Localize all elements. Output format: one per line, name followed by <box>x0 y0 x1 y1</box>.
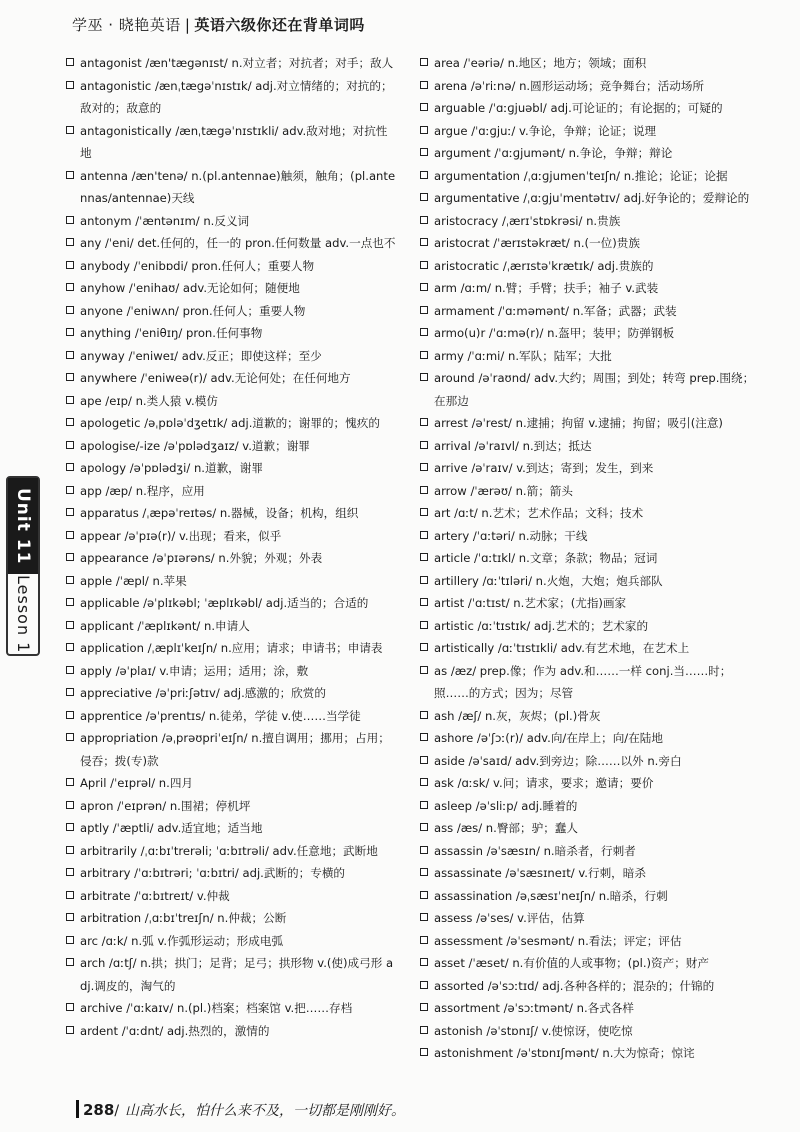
vocab-entry-text: apologise/-ize /əˈpɒlədʒaɪz/ v.道歉；谢罪 <box>80 438 310 453</box>
vocab-entry <box>420 862 765 885</box>
vocab-entry-text: argue /ˈɑːɡjuː/ v.争论，争辩；论证；说理 <box>434 123 657 138</box>
vocab-entry-text: argument /ˈɑːɡjumənt/ n.争论，争辩；辩论 <box>434 146 673 160</box>
checkbox-icon[interactable] <box>420 1003 428 1011</box>
vocab-entry <box>420 592 765 615</box>
checkbox-icon[interactable] <box>66 373 74 381</box>
vocab-entry-text: arrest /əˈrest/ n.逮捕；拘留 v.逮捕；拘留；吸引(注意) <box>434 416 723 430</box>
vocab-entry-text: armament /ˈɑːməmənt/ n.军备；武器；武装 <box>434 303 677 318</box>
vocab-entry-text: app /æp/ n.程序，应用 <box>80 483 205 498</box>
checkbox-icon[interactable] <box>420 193 428 201</box>
vocab-entry <box>66 817 396 840</box>
vocab-entry-text: assorted /əˈsɔːtɪd/ adj.各种各样的；混杂的；什锦的 <box>434 978 715 993</box>
vocab-entry-text: apple /ˈæpl/ n.苹果 <box>80 573 187 588</box>
checkbox-icon[interactable] <box>420 621 428 629</box>
checkbox-icon[interactable] <box>420 778 428 786</box>
vocab-entry <box>66 322 396 345</box>
vocab-entry-text: arbitrate /ˈɑːbɪtreɪt/ v.仲裁 <box>80 888 230 903</box>
checkbox-icon[interactable] <box>66 351 74 359</box>
checkbox-icon[interactable] <box>66 441 74 449</box>
vocab-entry <box>66 547 396 570</box>
checkbox-icon[interactable] <box>420 283 428 291</box>
vocab-entry-text: anywhere /ˈeniweə(r)/ adv.无论何处；在任何地方 <box>80 371 351 385</box>
vocab-entry <box>420 97 765 120</box>
checkbox-icon[interactable] <box>420 553 428 561</box>
vocab-entry-text: April /ˈeɪprəl/ n.四月 <box>80 776 194 790</box>
vocab-entry <box>420 435 765 458</box>
vocab-entry-text: assess /əˈses/ v.评估，估算 <box>434 911 585 925</box>
vocab-entry <box>420 952 765 975</box>
vocab-entry <box>66 840 396 863</box>
vocab-entry <box>66 435 396 458</box>
vocab-entry-text: antonym /ˈæntənɪm/ n.反义词 <box>80 213 250 228</box>
vocab-entry <box>420 120 765 143</box>
footer-bar <box>76 1100 79 1118</box>
vocab-entry-text: apply /əˈplaɪ/ v.申请；运用；适用；涂，敷 <box>80 663 309 678</box>
vocab-entry-text: aristocrat /ˈærɪstəkræt/ n.(一位)贵族 <box>434 236 640 250</box>
page-footer <box>76 1100 405 1120</box>
vocab-entry <box>420 277 765 300</box>
checkbox-icon[interactable] <box>66 306 74 314</box>
left-column <box>66 52 396 1042</box>
vocab-entry-text: ask /ɑːsk/ v.问；请求，要求；邀请；要价 <box>434 776 654 790</box>
checkbox-icon[interactable] <box>66 261 74 269</box>
vocab-entry-text: aristocratic /ˌærɪstəˈkrætɪk/ adj.贵族的 <box>434 258 654 273</box>
checkbox-icon[interactable] <box>66 598 74 606</box>
checkbox-icon[interactable] <box>66 1026 74 1034</box>
vocab-entry <box>420 1020 765 1043</box>
vocab-entry <box>66 930 396 953</box>
vocab-entry-text: anybody /ˈenibɒdi/ pron.任何人；重要人物 <box>80 258 315 273</box>
vocab-entry <box>66 525 396 548</box>
checkbox-icon[interactable] <box>66 531 74 539</box>
vocab-entry-text: appreciative /əˈpriːʃətɪv/ adj.感激的；欣赏的 <box>80 686 326 700</box>
vocab-entry-text: antenna /æn'tenə/ n.(pl.antennae)触须，触角；(pl.antennas/antennae)天线 <box>80 168 396 205</box>
vocab-entry <box>420 840 765 863</box>
checkbox-icon[interactable] <box>420 733 428 741</box>
vocab-entry-text: apologetic /əˌpɒləˈdʒetɪk/ adj.道歉的；谢罪的；愧疚的 <box>80 416 380 430</box>
vocab-entry <box>420 187 765 210</box>
vocab-entry <box>420 480 765 503</box>
vocab-entry <box>66 75 396 120</box>
checkbox-icon[interactable] <box>420 486 428 494</box>
vocab-entry <box>420 525 765 548</box>
vocab-entry-text: aside /əˈsaɪd/ adv.到旁边；除……以外 n.旁白 <box>434 753 682 768</box>
checkbox-icon[interactable] <box>66 396 74 404</box>
vocab-entry <box>420 750 765 773</box>
checkbox-icon[interactable] <box>66 891 74 899</box>
vocab-entry-text: apology /əˈpɒlədʒi/ n.道歉，谢罪 <box>80 461 263 475</box>
checkbox-icon[interactable] <box>420 463 428 471</box>
checkbox-icon[interactable] <box>420 643 428 651</box>
vocab-entry <box>420 75 765 98</box>
vocab-entry-text: application /ˌæplɪˈkeɪʃn/ n.应用；请求；申请书；申请表 <box>80 641 383 655</box>
vocab-entry-text: arbitrarily /ˌɑːbɪˈtrerəli; ˈɑːbɪtrəli/ adv.任意地；武断地 <box>80 843 378 858</box>
vocab-entry <box>66 390 396 413</box>
book-title: 英语六级你还在背单词吗 <box>194 16 365 34</box>
checkbox-icon[interactable] <box>420 306 428 314</box>
unit-label: Unit 11 <box>8 478 38 574</box>
page-header <box>72 14 760 35</box>
checkbox-icon[interactable] <box>420 576 428 584</box>
checkbox-icon[interactable] <box>420 711 428 719</box>
vocab-entry <box>66 457 396 480</box>
vocab-entry-text: assassination /əˌsæsɪˈneɪʃn/ n.暗杀，行刺 <box>434 888 668 903</box>
vocab-entry-text: artist /ˈɑːtɪst/ n.艺术家；(尤指)画家 <box>434 596 627 610</box>
vocab-entry-text: ass /æs/ n.臀部；驴；蠢人 <box>434 821 578 835</box>
vocab-entry <box>66 367 396 390</box>
brand-name: 学巫 · 晓艳英语 <box>72 16 181 34</box>
checkbox-icon[interactable] <box>420 171 428 179</box>
vocab-entry-text: artery /ˈɑːtəri/ n.动脉；干线 <box>434 528 588 543</box>
vocab-entry <box>66 120 396 165</box>
checkbox-icon[interactable] <box>420 103 428 111</box>
checkbox-icon[interactable] <box>420 328 428 336</box>
vocab-entry-text: appearance /əˈpɪərəns/ n.外貌；外观；外表 <box>80 551 323 565</box>
checkbox-icon[interactable] <box>66 913 74 921</box>
vocab-entry <box>420 232 765 255</box>
vocab-entry <box>420 907 765 930</box>
vocab-entry <box>420 367 765 412</box>
vocab-entry-text: assassin /əˈsæsɪn/ n.暗杀者，行刺者 <box>434 843 636 858</box>
checkbox-icon[interactable] <box>66 621 74 629</box>
checkbox-icon[interactable] <box>66 846 74 854</box>
vocab-entry-text: arena /əˈriːnə/ n.圆形运动场；竞争舞台；活动场所 <box>434 78 705 93</box>
checkbox-icon[interactable] <box>66 283 74 291</box>
vocab-entry-text: artistic /ɑːˈtɪstɪk/ adj.艺术的；艺术家的 <box>434 618 649 633</box>
vocab-entry <box>66 232 396 255</box>
vocab-entry-text: as /æz/ prep.像；作为 adv.和……一样 conj.当……时；照……的方式；因为；尽管 <box>434 663 732 700</box>
vocab-entry <box>420 727 765 750</box>
vocab-entry-text: aptly /ˈæptli/ adv.适宜地；适当地 <box>80 821 263 835</box>
vocab-entry-text: apron /ˈeɪprən/ n.围裙；停机坪 <box>80 798 251 813</box>
checkbox-icon[interactable] <box>66 508 74 516</box>
vocab-entry-text: applicable /əˈplɪkəbl; ˈæplɪkəbl/ adj.适当的；合适的 <box>80 596 369 610</box>
vocab-entry <box>420 457 765 480</box>
footer-slash: / <box>114 1103 120 1119</box>
vocab-entry <box>66 210 396 233</box>
vocab-entry-text: astonishment /əˈstɒnɪʃmənt/ n.大为惊奇；惊诧 <box>434 1046 695 1060</box>
checkbox-icon[interactable] <box>66 868 74 876</box>
checkbox-icon[interactable] <box>66 216 74 224</box>
vocab-entry-text: arguable /ˈɑːɡjuəbl/ adj.可论证的；有论据的；可疑的 <box>434 101 723 115</box>
vocab-entry-text: assortment /əˈsɔːtmənt/ n.各式各样 <box>434 1001 635 1015</box>
vocab-entry-text: anyway /ˈeniweɪ/ adv.反正；即使这样；至少 <box>80 348 322 363</box>
vocab-entry <box>420 795 765 818</box>
right-column <box>420 52 765 1065</box>
vocab-entry-text: apparatus /ˌæpəˈreɪtəs/ n.器械，设备；机构，组织 <box>80 506 359 520</box>
vocab-entry-text: arrow /ˈærəʊ/ n.箭；箭头 <box>434 483 573 498</box>
checkbox-icon[interactable] <box>66 58 74 66</box>
checkbox-icon[interactable] <box>420 126 428 134</box>
vocab-entry <box>66 570 396 593</box>
vocab-entry-text: arrive /əˈraɪv/ v.到达；寄到；发生，到来 <box>434 461 654 475</box>
vocab-entry-text: antagonist /æn'tægənɪst/ n.对立者；对抗者；对手；敌人 <box>80 56 394 70</box>
vocab-entry-text: argumentative /ˌɑːɡjuˈmentətɪv/ adj.好争论的；爱辩论的 <box>434 191 750 205</box>
vocab-entry-text: appear /əˈpɪə(r)/ v.出现；看来，似乎 <box>80 528 282 543</box>
vocab-entry <box>420 637 765 660</box>
checkbox-icon[interactable] <box>66 553 74 561</box>
vocab-entry-text: artistically /ɑːˈtɪstɪkli/ adv.有艺术地，在艺术上 <box>434 641 690 655</box>
vocab-entry-text: assessment /əˈsesmənt/ n.看法；评定；评估 <box>434 933 682 948</box>
checkbox-icon[interactable] <box>66 238 74 246</box>
vocab-entry <box>66 277 396 300</box>
vocab-entry <box>420 705 765 728</box>
vocab-entry-text: ape /eɪp/ n.类人猿 v.模仿 <box>80 393 218 408</box>
vocab-entry <box>420 1042 765 1065</box>
checkbox-icon[interactable] <box>420 216 428 224</box>
vocab-entry-text: article /ˈɑːtɪkl/ n.文章；条款；物品；冠词 <box>434 551 658 565</box>
vocab-entry <box>66 727 396 772</box>
checkbox-icon[interactable] <box>66 576 74 584</box>
vocab-entry <box>420 885 765 908</box>
vocab-entry <box>66 1020 396 1043</box>
vocab-entry <box>66 480 396 503</box>
vocab-entry-text: archive /ˈɑːkaɪv/ n.(pl.)档案；档案馆 v.把……存档 <box>80 1001 353 1015</box>
vocab-entry <box>420 817 765 840</box>
checkbox-icon[interactable] <box>420 823 428 831</box>
vocab-entry <box>66 705 396 728</box>
checkbox-icon[interactable] <box>420 418 428 426</box>
vocab-entry-text: apprentice /əˈprentɪs/ n.徒弟，学徒 v.使……当学徒 <box>80 708 361 723</box>
checkbox-icon[interactable] <box>66 733 74 741</box>
checkbox-icon[interactable] <box>420 508 428 516</box>
vocab-entry <box>420 142 765 165</box>
vocab-entry <box>420 210 765 233</box>
vocab-entry <box>420 997 765 1020</box>
checkbox-icon[interactable] <box>66 81 74 89</box>
vocab-entry <box>420 412 765 435</box>
vocab-entry <box>66 772 396 795</box>
vocab-entry <box>420 345 765 368</box>
vocab-entry-text: arch /ɑːtʃ/ n.拱；拱门；足背；足弓；拱形物 v.(使)成弓形 adj.调皮的，淘气的 <box>80 956 394 993</box>
vocab-entry <box>66 165 396 210</box>
vocab-entry-text: arm /ɑːm/ n.臂；手臂；扶手；袖子 v.武装 <box>434 281 659 295</box>
checkbox-icon[interactable] <box>420 238 428 246</box>
vocab-entry-text: aristocracy /ˌærɪˈstɒkrəsi/ n.贵族 <box>434 213 621 228</box>
checkbox-icon[interactable] <box>66 328 74 336</box>
vocab-entry-text: argumentation /ˌɑːɡjumenˈteɪʃn/ n.推论；论证；论据 <box>434 168 728 183</box>
checkbox-icon[interactable] <box>420 1026 428 1034</box>
checkbox-icon[interactable] <box>420 913 428 921</box>
header-separator: | <box>184 16 191 34</box>
vocab-entry <box>66 255 396 278</box>
checkbox-icon[interactable] <box>420 261 428 269</box>
checkbox-icon[interactable] <box>420 81 428 89</box>
checkbox-icon[interactable] <box>66 486 74 494</box>
vocab-entry <box>420 660 765 705</box>
checkbox-icon[interactable] <box>420 958 428 966</box>
vocab-entry <box>66 952 396 997</box>
checkbox-icon[interactable] <box>420 1048 428 1056</box>
vocab-entry <box>420 322 765 345</box>
vocab-entry <box>66 52 396 75</box>
checkbox-icon[interactable] <box>66 711 74 719</box>
checkbox-icon[interactable] <box>420 148 428 156</box>
checkbox-icon[interactable] <box>66 171 74 179</box>
vocab-entry <box>66 997 396 1020</box>
vocab-entry-text: any /ˈeni/ det.任何的，任一的 pron.任何数量 adv.一点也不 <box>80 236 396 250</box>
vocab-entry-text: ash /æʃ/ n.灰，灰烬；(pl.)骨灰 <box>434 708 601 723</box>
checkbox-icon[interactable] <box>66 936 74 944</box>
checkbox-icon[interactable] <box>420 891 428 899</box>
checkbox-icon[interactable] <box>66 688 74 696</box>
checkbox-icon[interactable] <box>66 463 74 471</box>
vocab-entry-text: asset /ˈæset/ n.有价值的人或事物；(pl.)资产；财产 <box>434 956 709 970</box>
checkbox-icon[interactable] <box>420 666 428 674</box>
checkbox-icon[interactable] <box>420 441 428 449</box>
checkbox-icon[interactable] <box>420 598 428 606</box>
vocab-entry <box>66 615 396 638</box>
unit-lesson-tab <box>6 476 40 656</box>
vocab-entry <box>420 165 765 188</box>
vocab-entry-text: armo(u)r /ˈɑːmə(r)/ n.盔甲；装甲；防弹钢板 <box>434 326 675 340</box>
vocab-entry-text: ashore /əˈʃɔː(r)/ adv.向/在岸上；向/在陆地 <box>434 731 663 745</box>
vocab-entry-text: ardent /ˈɑːdnt/ adj.热烈的，激情的 <box>80 1023 270 1038</box>
checkbox-icon[interactable] <box>66 778 74 786</box>
vocab-entry-text: arc /ɑːk/ n.弧 v.作弧形运动；形成电弧 <box>80 933 284 948</box>
vocab-entry-text: art /ɑːt/ n.艺术；艺术作品；文科；技术 <box>434 506 644 520</box>
vocab-entry <box>420 975 765 998</box>
vocab-entry-text: appropriation /əˌprəʊpriˈeɪʃn/ n.擅自调用；挪用；占用；侵吞；拨(专)款 <box>80 731 390 768</box>
vocab-entry <box>66 862 396 885</box>
vocab-entry-text: area /ˈeəriə/ n.地区；地方；领域；面积 <box>434 56 647 70</box>
checkbox-icon[interactable] <box>420 801 428 809</box>
vocab-entry <box>66 907 396 930</box>
checkbox-icon[interactable] <box>420 846 428 854</box>
vocab-entry <box>420 930 765 953</box>
vocab-entry <box>420 255 765 278</box>
checkbox-icon[interactable] <box>66 126 74 134</box>
vocab-entry-text: anyone /ˈeniwʌn/ pron.任何人；重要人物 <box>80 303 306 318</box>
vocab-entry-text: antagonistic /ænˌtægəˈnɪstɪk/ adj.对立情绪的；对抗的；敌对的；敌意的 <box>80 78 393 115</box>
vocab-entry <box>420 615 765 638</box>
checkbox-icon[interactable] <box>420 351 428 359</box>
checkbox-icon[interactable] <box>420 981 428 989</box>
checkbox-icon[interactable] <box>420 373 428 381</box>
vocab-entry <box>66 795 396 818</box>
vocab-entry <box>66 682 396 705</box>
vocab-entry <box>66 660 396 683</box>
vocab-entry-text: assassinate /əˈsæsɪneɪt/ v.行刺，暗杀 <box>434 866 646 880</box>
vocab-entry-text: antagonistically /ænˌtægəˈnɪstɪkli/ adv.敌对地；对抗性地 <box>80 123 388 160</box>
vocab-entry <box>420 300 765 323</box>
vocab-entry-text: arbitration /ˌɑːbɪˈtreɪʃn/ n.仲裁；公断 <box>80 911 287 925</box>
checkbox-icon[interactable] <box>66 643 74 651</box>
vocab-entry <box>66 637 396 660</box>
checkbox-icon[interactable] <box>66 418 74 426</box>
vocab-entry <box>420 547 765 570</box>
checkbox-icon[interactable] <box>66 801 74 809</box>
checkbox-icon[interactable] <box>66 666 74 674</box>
lesson-label: Lesson 1 <box>14 574 33 654</box>
checkbox-icon[interactable] <box>420 936 428 944</box>
vocab-entry <box>420 570 765 593</box>
checkbox-icon[interactable] <box>420 756 428 764</box>
vocab-entry-text: astonish /əˈstɒnɪʃ/ v.使惊讶，使吃惊 <box>434 1023 633 1038</box>
vocab-entry <box>66 592 396 615</box>
vocab-entry <box>66 885 396 908</box>
checkbox-icon[interactable] <box>420 58 428 66</box>
vocab-entry-text: around /əˈraʊnd/ adv.大约；周围；到处；转弯 prep.围绕；在那边 <box>434 371 755 408</box>
vocab-entry <box>420 52 765 75</box>
vocab-entry-text: asleep /əˈsliːp/ adj.睡着的 <box>434 798 578 813</box>
checkbox-icon[interactable] <box>420 531 428 539</box>
vocab-entry-text: arbitrary /ˈɑːbɪtrəri; ˈɑːbɪtri/ adj.武断的；专横的 <box>80 866 346 880</box>
vocab-entry-text: army /ˈɑːmi/ n.军队；陆军；大批 <box>434 348 612 363</box>
vocab-entry <box>66 300 396 323</box>
vocab-entry <box>66 412 396 435</box>
footer-motto: 山高水长，怕什么来不及，一切都是刚刚好。 <box>125 1103 406 1119</box>
checkbox-icon[interactable] <box>66 958 74 966</box>
checkbox-icon[interactable] <box>66 1003 74 1011</box>
vocab-entry <box>66 502 396 525</box>
page-number: 288 <box>83 1101 115 1119</box>
checkbox-icon[interactable] <box>66 823 74 831</box>
vocab-entry-text: arrival /əˈraɪvl/ n.到达；抵达 <box>434 438 592 453</box>
checkbox-icon[interactable] <box>420 868 428 876</box>
vocab-entry <box>66 345 396 368</box>
vocab-entry-text: anyhow /ˈenihaʊ/ adv.无论如何；随便地 <box>80 281 300 295</box>
vocab-entry-text: artillery /ɑːˈtɪləri/ n.火炮，大炮；炮兵部队 <box>434 573 663 588</box>
vocab-entry <box>420 772 765 795</box>
vocab-entry-text: applicant /ˈæplɪkənt/ n.申请人 <box>80 618 250 633</box>
vocab-entry <box>420 502 765 525</box>
vocab-entry-text: anything /ˈeniθɪŋ/ pron.任何事物 <box>80 326 263 340</box>
